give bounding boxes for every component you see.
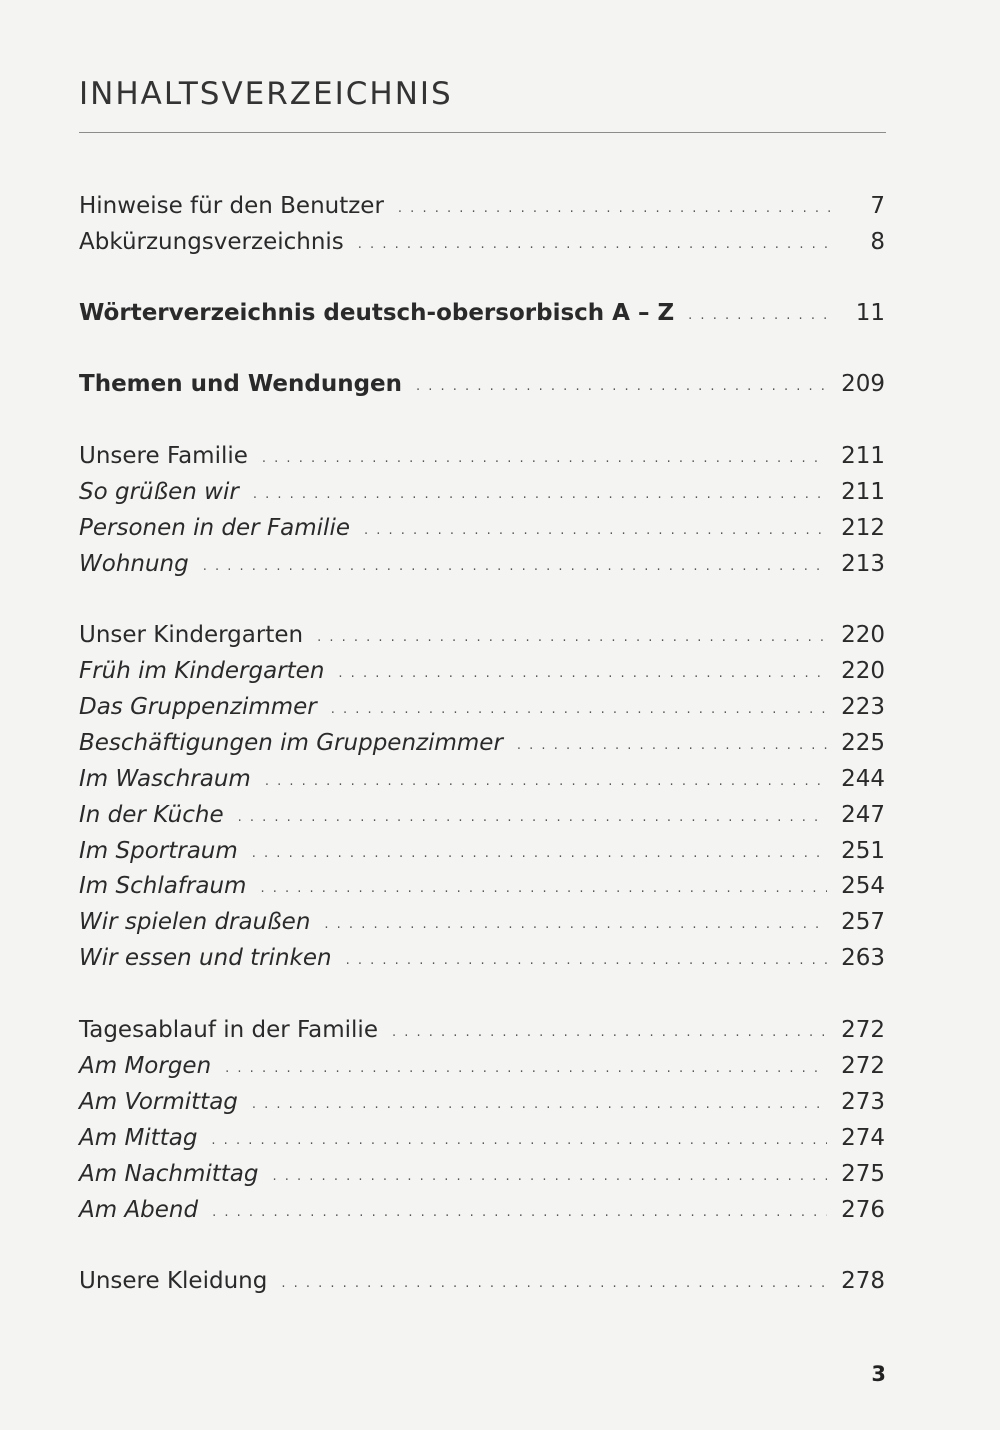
toc-entry-page: 212 [841, 515, 885, 541]
toc-entry-label: Wörterverzeichnis deutsch-obersorbisch A – Z [79, 300, 675, 326]
toc-entry-page: 213 [841, 551, 885, 577]
dot-leader [273, 1157, 828, 1191]
dot-leader [317, 618, 827, 652]
toc-entry-label: Im Sportraum [79, 838, 238, 864]
dot-leader [281, 1264, 827, 1298]
dot-leader [688, 296, 833, 330]
toc-entry-page: 278 [841, 1268, 885, 1294]
dot-leader [252, 1085, 827, 1119]
dot-leader [364, 511, 827, 545]
dot-leader [392, 1013, 827, 1047]
toc-entry-page: 274 [841, 1125, 885, 1151]
dot-leader [398, 189, 833, 223]
toc-entry-page: 272 [841, 1017, 885, 1043]
toc-entry-label: Im Schlafraum [79, 873, 247, 899]
toc-entry[interactable] [79, 475, 885, 509]
dot-leader [203, 547, 827, 581]
dot-leader [262, 439, 827, 473]
dot-leader [212, 1193, 827, 1227]
toc-entry-page: 223 [841, 694, 885, 720]
toc-entry-label: Abkürzungsverzeichnis [79, 229, 344, 255]
dot-leader [260, 869, 827, 903]
toc-entry-page: 220 [841, 658, 885, 684]
toc-entry-page: 225 [841, 730, 885, 756]
toc-entry-label: Wir spielen draußen [79, 909, 311, 935]
toc-entry-page: 257 [841, 909, 885, 935]
dot-leader [324, 905, 827, 939]
toc-entry[interactable] [79, 1121, 885, 1155]
toc-entry-label: Früh im Kindergarten [79, 658, 325, 684]
toc-entry[interactable] [79, 296, 885, 330]
toc-entry-page: 211 [841, 443, 885, 469]
toc-entry-page: 247 [841, 802, 885, 828]
toc-entry-page: 8 [870, 229, 885, 255]
toc-entry-page: 7 [870, 193, 885, 219]
toc-entry-page: 251 [841, 838, 885, 864]
toc-entry-label: Am Abend [79, 1197, 199, 1223]
toc-entry-page: 211 [841, 479, 885, 505]
toc-entry[interactable] [79, 798, 885, 832]
toc-entry-label: Das Gruppenzimmer [79, 694, 317, 720]
dot-leader [358, 225, 833, 259]
toc-entry[interactable] [79, 869, 885, 903]
page-number: 3 [871, 1362, 886, 1386]
toc-entry[interactable] [79, 1013, 885, 1047]
toc-entry-page: 276 [841, 1197, 885, 1223]
toc-entry[interactable] [79, 905, 885, 939]
toc-entry-label: Am Nachmittag [79, 1161, 259, 1187]
toc-entry[interactable] [79, 225, 885, 259]
toc-entry-page: 209 [841, 371, 885, 397]
toc-entry-page: 263 [841, 945, 885, 971]
toc-entry[interactable] [79, 834, 885, 868]
toc-entry-label: Themen und Wendungen [79, 371, 402, 397]
toc-entry-label: Personen in der Familie [79, 515, 350, 541]
dot-leader [346, 941, 827, 975]
dot-leader [252, 834, 827, 868]
toc-entry-label: Beschäftigungen im Gruppenzimmer [79, 730, 503, 756]
toc-entry[interactable] [79, 690, 885, 724]
toc-entry[interactable] [79, 189, 885, 223]
toc-entry-label: Am Vormittag [79, 1089, 238, 1115]
dot-leader [517, 726, 827, 760]
toc-entry[interactable] [79, 618, 885, 652]
toc-entry[interactable] [79, 654, 885, 688]
toc-entry-page: 273 [841, 1089, 885, 1115]
dot-leader [238, 798, 827, 832]
toc-entry-label: Im Waschraum [79, 766, 251, 792]
toc-entry[interactable] [79, 1049, 885, 1083]
dot-leader [331, 690, 827, 724]
toc-entry-label: Wir essen und trinken [79, 945, 332, 971]
toc-entry[interactable] [79, 762, 885, 796]
toc-entry-page: 244 [841, 766, 885, 792]
toc-entry[interactable] [79, 1193, 885, 1227]
dot-leader [265, 762, 827, 796]
page-title: INHALTSVERZEICHNIS [79, 76, 453, 112]
toc-entry-label: Unser Kindergarten [79, 622, 304, 648]
toc-entry-label: Unsere Kleidung [79, 1268, 268, 1294]
toc-entry-page: 220 [841, 622, 885, 648]
toc-entry-page: 11 [855, 300, 885, 326]
toc-entry[interactable] [79, 439, 885, 473]
toc-entry-label: Hinweise für den Benutzer [79, 193, 384, 219]
toc-entry-page: 254 [841, 873, 885, 899]
toc-entry[interactable] [79, 547, 885, 581]
dot-leader [253, 475, 827, 509]
toc-entry[interactable] [79, 726, 885, 760]
dot-leader [416, 367, 827, 401]
toc-entry[interactable] [79, 1264, 885, 1298]
dot-leader [225, 1049, 827, 1083]
toc-entry-label: Tagesablauf in der Familie [79, 1017, 378, 1043]
toc-entry-label: Wohnung [79, 551, 189, 577]
dot-leader [211, 1121, 827, 1155]
toc-entry[interactable] [79, 941, 885, 975]
toc-entry[interactable] [79, 1085, 885, 1119]
toc-entry-page: 272 [841, 1053, 885, 1079]
toc-entry-page: 275 [841, 1161, 885, 1187]
toc-entry[interactable] [79, 1157, 885, 1191]
toc-entry[interactable] [79, 511, 885, 545]
toc-entry-label: Am Mittag [79, 1125, 198, 1151]
toc-entry-label: So grüßen wir [79, 479, 239, 505]
toc-entry-label: Am Morgen [79, 1053, 212, 1079]
toc-entry-label: In der Küche [79, 802, 224, 828]
toc-entry[interactable] [79, 367, 885, 401]
toc-entry-label: Unsere Familie [79, 443, 248, 469]
dot-leader [338, 654, 827, 688]
